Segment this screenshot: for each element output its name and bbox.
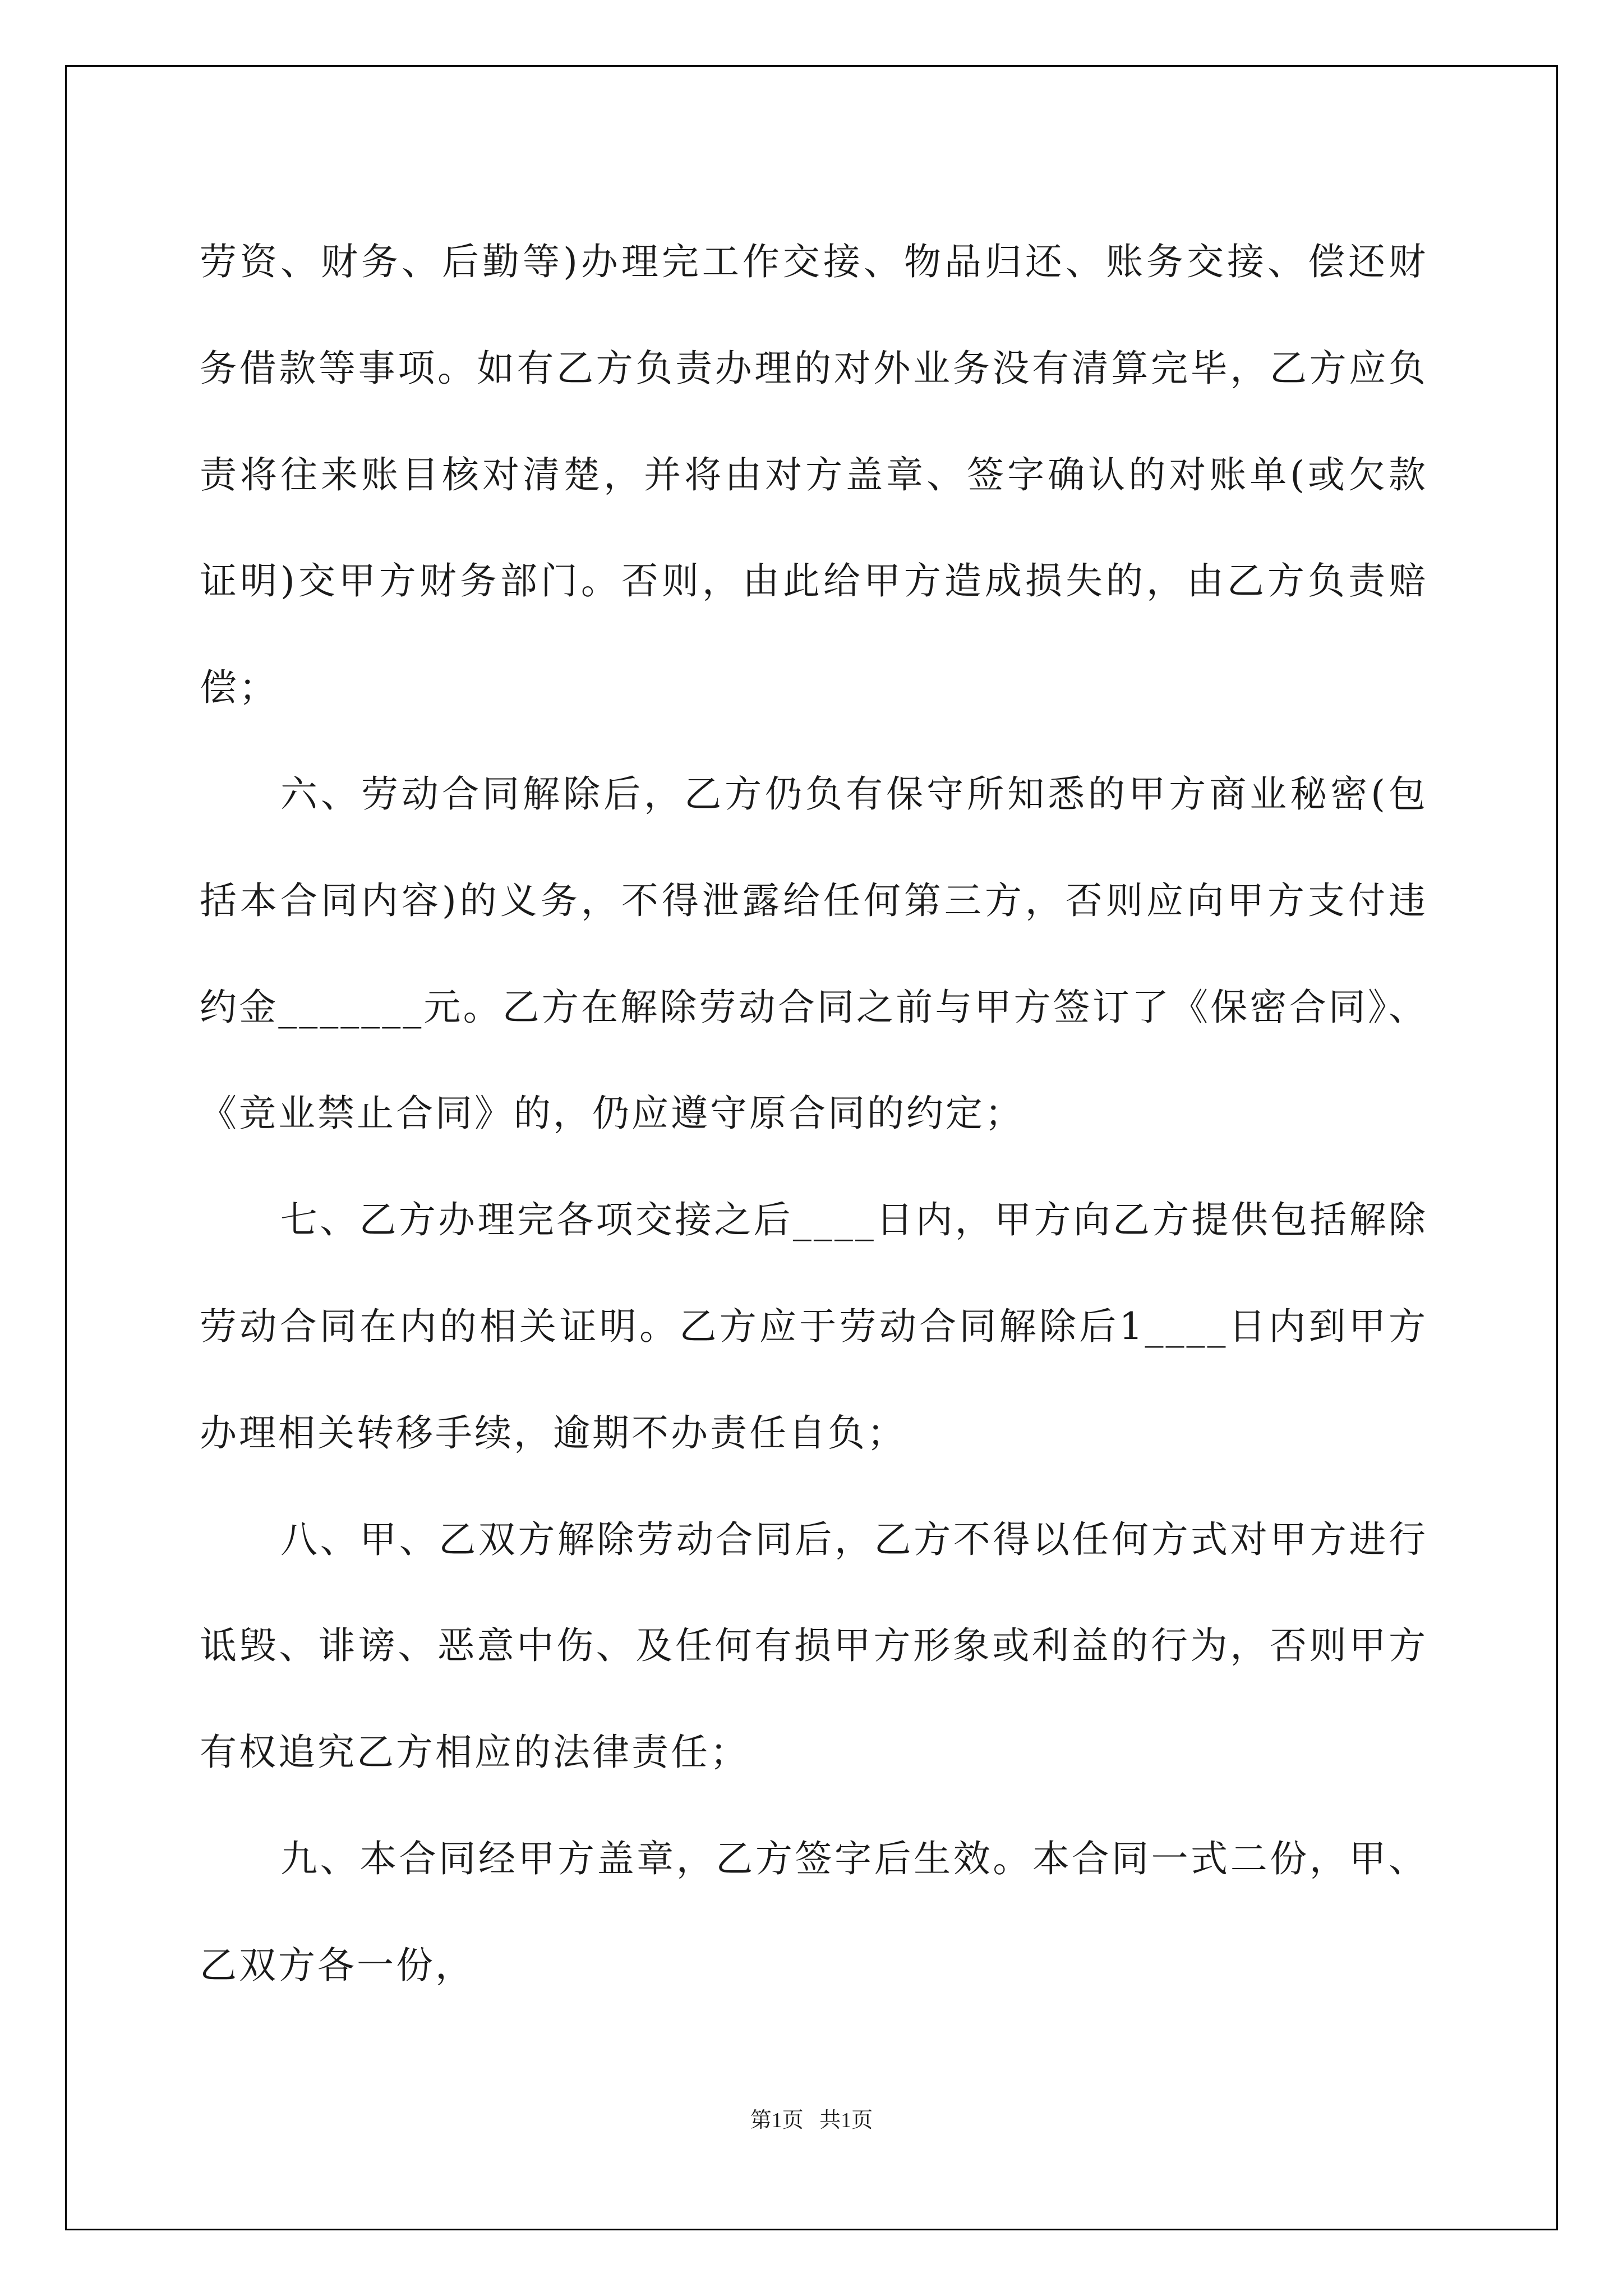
- paragraph-clause-8: 八、甲、乙双方解除劳动合同后，乙方不得以任何方式对甲方进行诋毁、诽谤、恶意中伤、及任何有损甲方形象或利益的行为，否则甲方有权追究乙方相应的法律责任；: [200, 1517, 1428, 1774]
- paragraph-clause-7: 七、乙方办理完各项交接之后____日内，甲方向乙方提供包括解除劳动合同在内的相关证明。乙方应于劳动合同解除后1____日内到甲方办理相关转移手续，逾期不办责任自负；: [200, 1198, 1428, 1455]
- page-total: 共1页: [819, 2109, 873, 2132]
- paragraph-continuation: 劳资、财务、后勤等)办理完工作交接、物品归还、账务交接、偿还财务借款等事项。如有乙方负责办理的对外业务没有清算完毕，乙方应负责将往来账目核对清楚，并将由对方盖章、签字确认的对账单(或欠款证明)交甲方财务部门。否则，由此给甲方造成损失的，由乙方负责赔偿；: [200, 240, 1428, 710]
- page-footer: [0, 2102, 1623, 2133]
- paragraph-clause-6: 六、劳动合同解除后，乙方仍负有保守所知悉的甲方商业秘密(包括本合同内容)的义务，不得泄露给任何第三方，否则应向甲方支付违约金_______元。乙方在解除劳动合同之前与甲方签订了《保密合同》、《竞业禁止合同》的，仍应遵守原合同的约定；: [200, 772, 1428, 1135]
- paragraph-clause-9: 九、本合同经甲方盖章，乙方签字后生效。本合同一式二份，甲、乙双方各一份，: [200, 1837, 1428, 1987]
- page-number: 第1页: [750, 2109, 804, 2132]
- document-body: [200, 209, 1428, 2019]
